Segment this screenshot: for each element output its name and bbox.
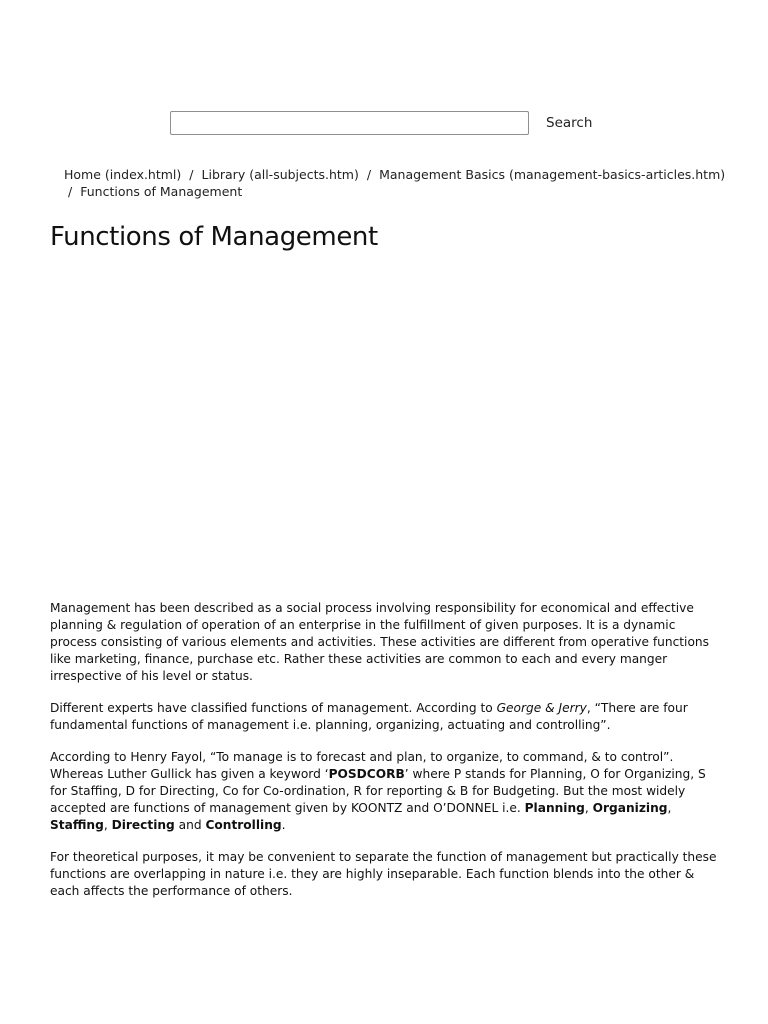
list-and: and (174, 818, 206, 832)
list-comma: , (667, 801, 672, 815)
article-paragraph: Management has been described as a social process involving responsibility for economical and effective planning & regulation of operation of an enterprise in the fulfillment of given purposes. It is a dynamic process consisting of various elements and activities. These activities are different from operative functions like marketing, finance, purchase etc. Rather these activities are common to each and every manger irrespective of his level or status. (50, 601, 709, 683)
paragraph-end: . (281, 818, 286, 832)
list-comma: , (103, 818, 112, 832)
article-body (50, 600, 726, 915)
breadcrumb-row (64, 166, 724, 183)
paragraph-text: According to Henry Fayol, “To manage is to forecast and plan, to organize, to command, & to control”. Whereas Luther Gullick has given a keyword ‘ (50, 750, 674, 781)
paragraph-text: ’ where P stands for Planning, O for Organizing, S for Staffing, D for Directing, Co for Co-ordination, R for reporting & B for Budgeting. But the most widely accepted are functions of management given by KOONTZ and O’DONNEL i.e. (50, 767, 706, 815)
breadcrumb (64, 166, 724, 200)
search-bar (170, 111, 592, 135)
breadcrumb-management-basics-link[interactable]: Management Basics (management-basics-articles.htm) (379, 167, 726, 182)
article-paragraph (50, 749, 726, 834)
ad-space (50, 275, 718, 585)
search-input[interactable] (170, 111, 529, 135)
breadcrumb-separator: / (68, 184, 73, 199)
function-directing: Directing (111, 818, 175, 832)
function-controlling: Controlling (205, 818, 282, 832)
article-paragraph: For theoretical purposes, it may be convenient to separate the function of management but practically these functions are overlapping in nature i.e. they are highly inseparable. Each function blends into the other & each affects the performance of others. (50, 850, 717, 898)
function-planning: Planning (524, 801, 585, 815)
breadcrumb-library-link[interactable]: Library (all-subjects.htm) (201, 167, 359, 182)
function-organizing: Organizing (592, 801, 668, 815)
article-paragraph (50, 700, 726, 734)
breadcrumb-current: Functions of Management (80, 184, 243, 199)
breadcrumb-row (64, 183, 724, 200)
search-button[interactable]: Search (546, 115, 593, 131)
paragraph-text: , “There are four fundamental functions of management i.e. planning, organizing, actuating and controlling”. (50, 701, 688, 732)
page-title: Functions of Management (50, 222, 378, 252)
breadcrumb-home-link[interactable]: Home (index.html) (64, 167, 182, 182)
keyword-posdcorb: POSDCORB (328, 767, 405, 781)
breadcrumb-separator: / (366, 167, 372, 182)
cited-authors: George & Jerry (496, 701, 587, 715)
function-staffing: Staffing (50, 818, 104, 832)
paragraph-text: Different experts have classified functions of management. According to (50, 701, 497, 715)
breadcrumb-separator: / (189, 167, 194, 182)
list-comma: , (584, 801, 593, 815)
